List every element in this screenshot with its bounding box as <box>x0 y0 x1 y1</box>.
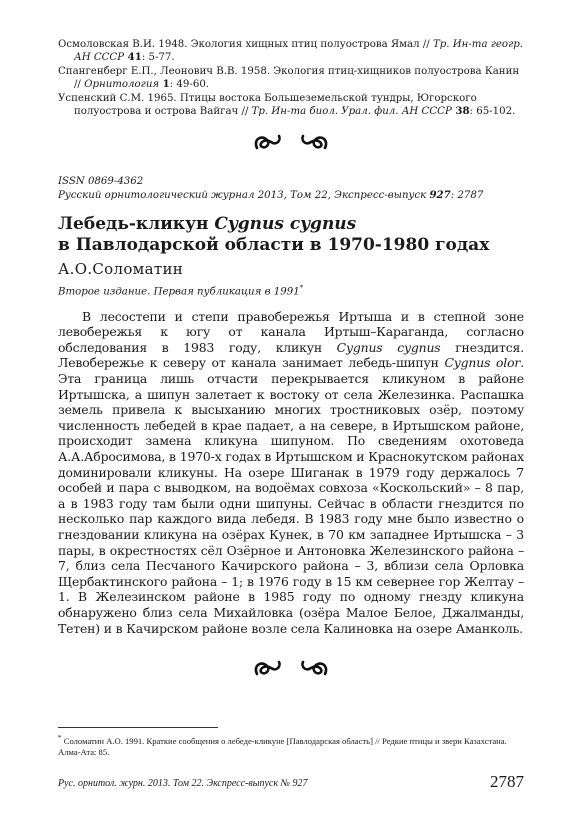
reference-pages: : 65-102. <box>469 106 516 118</box>
footnote-divider <box>58 727 218 728</box>
body-text-part: В лесостепи и степи правобережья Иртыша и в степной зоне левобережья к югу от канала Иртыш–Караганда, согласно обследования в 1983 году, кликун <box>58 308 524 355</box>
reference-volume: 41 <box>124 51 142 64</box>
reference-text: Спангенберг Е.П., Леонович В.В. 1958. Экология птиц-хищников полуострова Канин // <box>58 65 520 91</box>
reference-volume: 1 <box>159 78 170 91</box>
ornament-icon <box>251 130 331 154</box>
footnote-text: Соломатин А.О. 1991. Краткие сообщения о лебеде-кликуне [Павлодарская область] // Редкие птицы и звери Казахстана. Алма-Ата: 85. <box>58 735 507 758</box>
reference-text: Успенский С.М. 1965. Птицы востока Большеземельской тундры, Югорского полуострова и острова Вайгач // <box>58 92 477 118</box>
reference-source: Тр. Ин-та геогр. АН СССР <box>74 39 523 64</box>
section-ornament-icon <box>58 656 524 687</box>
reference-item <box>58 38 524 65</box>
latin-species-name: Cygnus cygnus <box>336 339 441 355</box>
footnote <box>58 733 524 759</box>
edition-text: Второе издание. Первая публикация в 1991 <box>58 286 300 298</box>
title-latin-name: Cygnus cygnus <box>214 214 357 235</box>
article-title <box>58 214 524 256</box>
footnote-mark: * <box>58 734 62 742</box>
issue-number: 927 <box>429 188 451 201</box>
page-number: 2787 <box>490 772 524 791</box>
body-paragraph <box>58 309 524 636</box>
journal-pages: : 2787 <box>450 189 484 201</box>
page-content <box>58 38 524 687</box>
title-line-2: в Павлодарской области в 1970-1980 годах <box>58 235 490 256</box>
reference-pages: : 5-77. <box>141 52 175 64</box>
issn: ISSN 0869-4362 <box>58 176 144 188</box>
journal-info <box>58 175 524 202</box>
reference-source: Орнитология <box>84 79 160 91</box>
journal-citation <box>58 189 524 202</box>
reference-item <box>58 65 524 92</box>
ornament-icon <box>251 656 331 680</box>
reference-volume: 38 <box>451 105 470 118</box>
page-footer <box>58 768 524 792</box>
title-text: Лебедь-кликун <box>58 214 215 235</box>
reference-pages: : 49-60. <box>169 79 210 91</box>
reference-list <box>58 38 524 118</box>
latin-species-name: Cygnus olor <box>444 355 521 371</box>
footer-citation: Рус. орнитол. журн. 2013. Том 22. Экспресс-выпуск № 927 <box>58 778 308 789</box>
title-line-1 <box>58 214 524 235</box>
author-name: А.О.Соломатин <box>58 260 184 279</box>
edition-note <box>58 282 524 298</box>
reference-item <box>58 92 524 119</box>
journal-name: Русский орнитологический журнал 2013, Том 22, Экспресс-выпуск <box>58 189 430 201</box>
body-text-part: . Эта граница лишь отчасти перекрывается кликуном в районе Иртышска, а шипун залетает к востоку от села Железинка. Распашка земель привела к высыханию многих тростниковых озёр, поэтому численность лебедей в крае падает, а на севере, в Иртышском районе, происходит замена кликуна шипуном. По сведениям охотоведа А.А.Абросимова, в 1970-х годах в Иртышском и Краснокутском районах доминировали кликуны. На озере Шиганак в 1979 году держалось 7 особей и пара с выводком, на водоёмах совхоза «Коскольский» – 8 пар, а в 1983 году там были одни шипуны. Сейчас в области гнездится по несколько пар каждого вида лебедя. В 1983 году мне было известно о гнездовании кликуна на озёрах Кунек, в 70 км западнее Иртышска – 3 пары, в окрестностях сёл Озёрное и Антоновка Железинского района – 7, близ села Песчаного Качирского района – 3, вблизи села Орловка Щербактинского района – 1; в 1976 году в 15 км севернее гор Желтау – 1. В Железинском районе в 1985 году по одному гнезду кликуна обнаружено близ села Михайловка (озёра Малое Белое, Джалманды, Тетен) и в Качирском районе возле села Калиновка на озере Аманколь. <box>58 355 524 636</box>
reference-text: Осмоловская В.И. 1948. Экология хищных птиц полуострова Ямал // <box>58 39 433 50</box>
section-ornament-icon <box>58 130 524 161</box>
footnote-mark: * <box>299 284 304 293</box>
reference-source: Тр. Ин-та биол. Урал. фил. АН СССР <box>251 106 452 118</box>
body-text-part: гнездится. Левобережье к северу от канала занимает лебедь-шипун <box>58 339 524 371</box>
